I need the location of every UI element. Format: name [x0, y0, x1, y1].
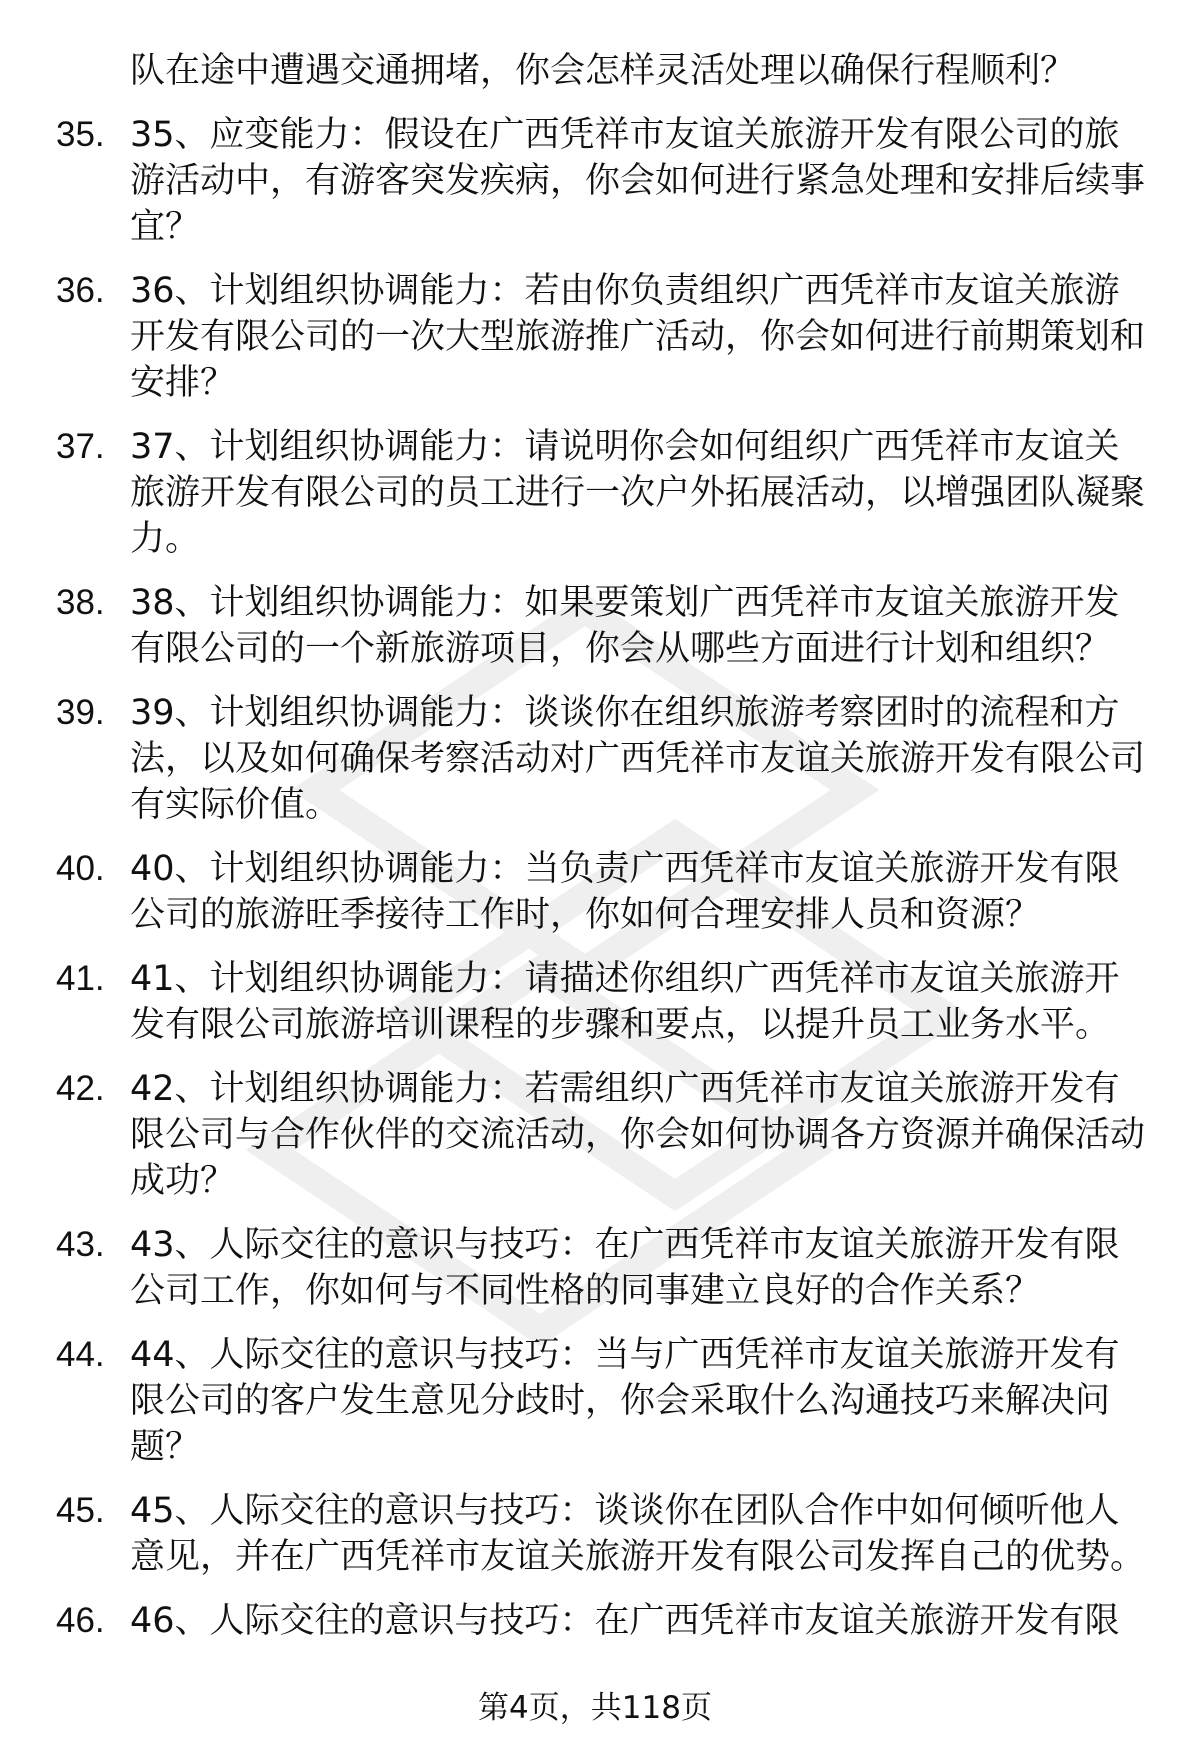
question-number: 43. — [56, 1225, 105, 1264]
list-item — [56, 112, 1146, 250]
list-item — [56, 1222, 1146, 1314]
question-number: 44. — [56, 1335, 105, 1374]
list-item — [56, 580, 1146, 672]
list-item — [56, 1332, 1146, 1470]
question-text: 45、人际交往的意识与技巧：谈谈你在团队合作中如何倾听他人意见，并在广西凭祥市友谊关旅游开发有限公司发挥自己的优势。 — [130, 1491, 1146, 1577]
question-text: 44、人际交往的意识与技巧：当与广西凭祥市友谊关旅游开发有限公司的客户发生意见分歧时，你会采取什么沟通技巧来解决问题？ — [130, 1335, 1120, 1467]
question-text: 41、计划组织协调能力：请描述你组织广西凭祥市友谊关旅游开发有限公司旅游培训课程的步骤和要点，以提升员工业务水平。 — [130, 959, 1120, 1045]
question-number: 37. — [56, 427, 105, 466]
list-item — [56, 1066, 1146, 1204]
question-number: 46. — [56, 1601, 105, 1640]
question-text: 39、计划组织协调能力：谈谈你在组织旅游考察团时的流程和方法，以及如何确保考察活动对广西凭祥市友谊关旅游开发有限公司有实际价值。 — [130, 693, 1146, 825]
list-item — [56, 1488, 1146, 1580]
list-item — [56, 690, 1146, 828]
list-item — [56, 846, 1146, 938]
question-text: 38、计划组织协调能力：如果要策划广西凭祥市友谊关旅游开发有限公司的一个新旅游项目，你会从哪些方面进行计划和组织？ — [130, 583, 1120, 669]
list-item — [56, 956, 1146, 1048]
question-number: 42. — [56, 1069, 105, 1108]
document-body — [56, 48, 1146, 1662]
question-text: 40、计划组织协调能力：当负责广西凭祥市友谊关旅游开发有限公司的旅游旺季接待工作时，你如何合理安排人员和资源？ — [130, 849, 1120, 935]
continued-question-text: 队在途中遭遇交通拥堵，你会怎样灵活处理以确保行程顺利？ — [130, 51, 1076, 91]
question-number: 39. — [56, 693, 105, 732]
question-number: 41. — [56, 959, 105, 998]
question-number: 40. — [56, 849, 105, 888]
question-text: 37、计划组织协调能力：请说明你会如何组织广西凭祥市友谊关旅游开发有限公司的员工进行一次户外拓展活动，以增强团队凝聚力。 — [130, 427, 1146, 559]
question-text: 43、人际交往的意识与技巧：在广西凭祥市友谊关旅游开发有限公司工作，你如何与不同性格的同事建立良好的合作关系？ — [130, 1225, 1120, 1311]
question-number: 38. — [56, 583, 105, 622]
page-footer: 第4页，共118页 — [478, 1690, 712, 1726]
question-text: 36、计划组织协调能力：若由你负责组织广西凭祥市友谊关旅游开发有限公司的一次大型旅游推广活动，你会如何进行前期策划和安排？ — [130, 271, 1146, 403]
question-list — [56, 112, 1146, 1644]
list-item — [56, 1598, 1146, 1644]
question-number: 35. — [56, 115, 105, 154]
question-text: 35、应变能力：假设在广西凭祥市友谊关旅游开发有限公司的旅游活动中，有游客突发疾病，你会如何进行紧急处理和安排后续事宜？ — [130, 115, 1146, 247]
question-text: 46、人际交往的意识与技巧：在广西凭祥市友谊关旅游开发有限 — [130, 1601, 1120, 1641]
question-text: 42、计划组织协调能力：若需组织广西凭祥市友谊关旅游开发有限公司与合作伙伴的交流活动，你会如何协调各方资源并确保活动成功？ — [130, 1069, 1146, 1201]
question-number: 36. — [56, 271, 105, 310]
list-item — [56, 268, 1146, 406]
list-item — [56, 424, 1146, 562]
question-number: 45. — [56, 1491, 105, 1530]
